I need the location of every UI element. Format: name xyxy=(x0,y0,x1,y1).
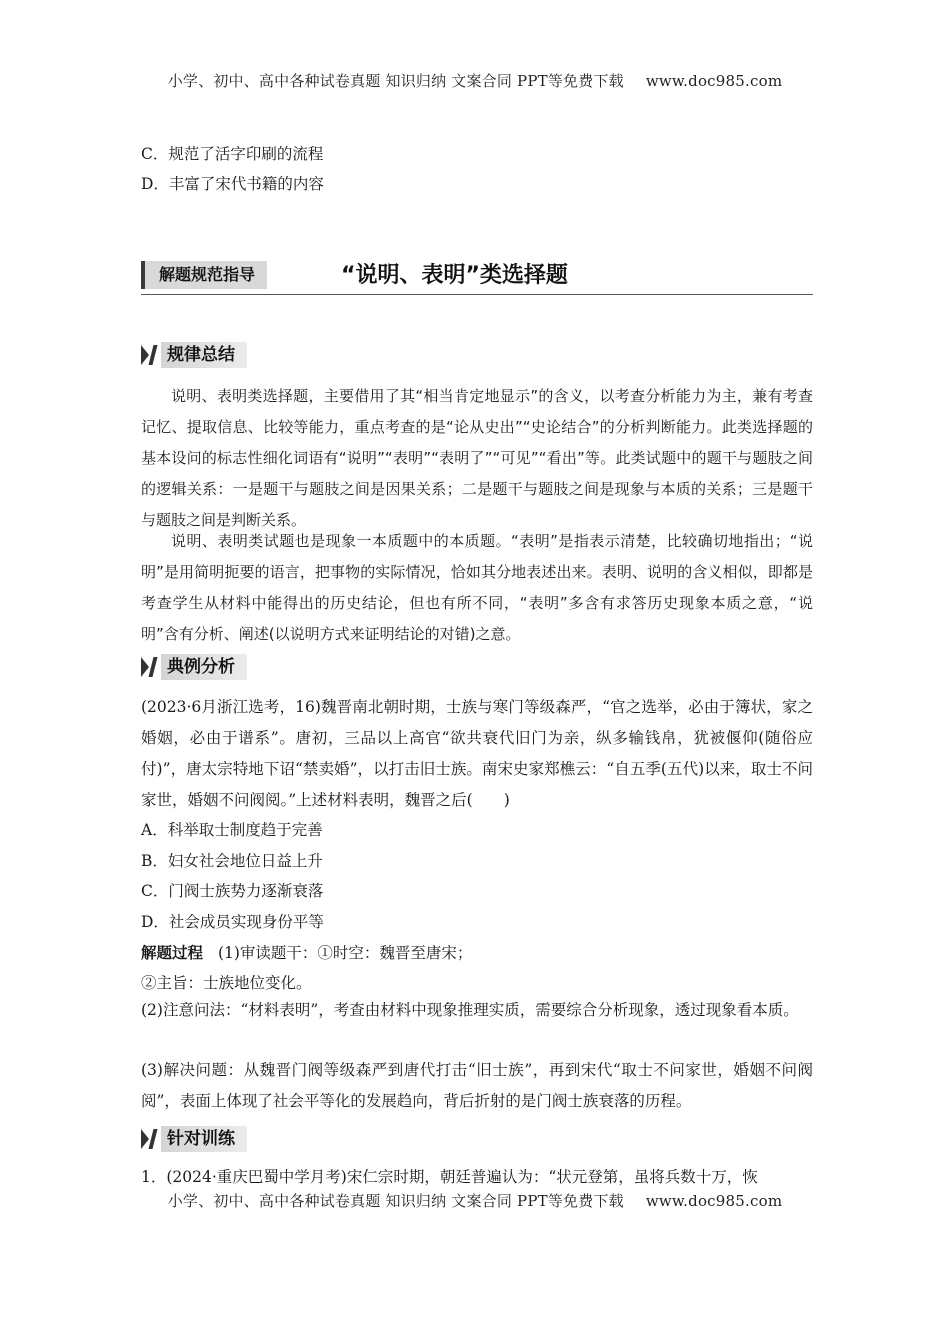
rules-paragraph-1: 说明、表明类选择题，主要借用了其“相当肯定地显示”的含义，以考查分析能力为主，兼有考查记忆、提取信息、比较等能力，重点考查的是“论从史出”“史论结合”的分析判断能力。此类选择题的基本设问的标志性细化词语有“说明”“表明”“表明了”“可见”“看出”等。此类试题中的题干与题肢之间的逻辑关系：一是题干与题肢之间是因果关系；二是题干与题肢之间是现象与本质的关系；三是题干与题肢之间是判断关系。 xyxy=(141,387,813,529)
section-marker-bar xyxy=(149,345,158,365)
process-line-1 xyxy=(141,942,813,964)
section-rules-heading xyxy=(141,342,247,368)
guide-title: “说明、表明”类选择题 xyxy=(341,263,568,288)
process-step-2: ②主旨：士族地位变化。 xyxy=(141,974,312,992)
process-step-3: (2)注意问法：“材料表明”，考查由材料中现象推理实质，需要综合分析现象，透过现象看本质。 xyxy=(141,1001,799,1019)
option-c-previous: C．规范了活字印刷的流程 xyxy=(141,145,324,163)
example-heading-label: 典例分析 xyxy=(161,654,247,680)
section-marker-icon xyxy=(141,345,149,365)
section-marker-bar xyxy=(149,657,158,677)
section-marker-icon xyxy=(141,1129,149,1149)
training-question-1: 1．(2024·重庆巴蜀中学月考)宋仁宗时期，朝廷普遍认为：“状元登第，虽将兵数十万，恢 xyxy=(141,1168,758,1186)
process-step-1: (1)审读题干：①时空：魏晋至唐宋； xyxy=(217,944,473,962)
footer-banner xyxy=(0,1190,950,1211)
process-label: 解题过程 xyxy=(141,944,204,962)
guide-section-header xyxy=(141,258,813,298)
footer-banner-site: www.doc985.com xyxy=(645,1192,783,1210)
guide-divider xyxy=(141,294,813,295)
header-banner xyxy=(0,70,950,91)
section-example-heading xyxy=(141,654,247,680)
rules-paragraph-2: 说明、表明类试题也是现象一本质题中的本质题。“表明”是指表示清楚，比较确切地指出；“说明”是用简明扼要的语言，把事物的实际情况，恰如其分地表述出来。表明、说明的含义相似，即都是考查学生从材料中能得出的历史结论，但也有所不同，“表明”多含有求答历史现象本质之意，“说明”含有分析、阐述(以说明方式来证明结论的对错)之意。 xyxy=(141,532,813,643)
banner-site: www.doc985.com xyxy=(645,72,783,90)
guide-tag: 解题规范指导 xyxy=(141,261,267,289)
section-marker-icon xyxy=(141,657,149,677)
section-training-heading xyxy=(141,1126,247,1152)
training-heading-label: 针对训练 xyxy=(161,1126,247,1152)
example-option-d: D．社会成员实现身份平等 xyxy=(141,913,324,931)
rules-heading-label: 规律总结 xyxy=(161,342,247,368)
process-step-4: (3)解决问题：从魏晋门阀等级森严到唐代打击“旧士族”，再到宋代“取士不问家世，婚姻不问阀阅”，表面上体现了社会平等化的发展趋向，背后折射的是门阀士族衰落的历程。 xyxy=(141,1061,813,1110)
example-option-a: A．科举取士制度趋于完善 xyxy=(141,821,323,839)
example-option-c: C．门阀士族势力逐渐衰落 xyxy=(141,882,324,900)
example-stem: (2023·6月浙江选考，16)魏晋南北朝时期，士族与寒门等级森严，“官之选举，必由于簿状，家之婚姻，必由于谱系”。唐初，三品以上高官“欲共衰代旧门为亲，纵多输钱帛，犹被偃仰(随俗应付)”，唐太宗特地下诏“禁卖婚”，以打击旧士族。南宋史家郑樵云：“自五季(五代)以来，取士不问家世，婚姻不问阀阅。”上述材料表明，魏晋之后( ) xyxy=(141,698,813,809)
example-option-b: B．妇女社会地位日益上升 xyxy=(141,852,323,870)
footer-banner-text: 小学、初中、高中各种试卷真题 知识归纳 文案合同 PPT等免费下载 xyxy=(167,1192,624,1210)
banner-text: 小学、初中、高中各种试卷真题 知识归纳 文案合同 PPT等免费下载 xyxy=(167,72,624,90)
option-d-previous: D．丰富了宋代书籍的内容 xyxy=(141,175,324,193)
section-marker-bar xyxy=(149,1129,158,1149)
